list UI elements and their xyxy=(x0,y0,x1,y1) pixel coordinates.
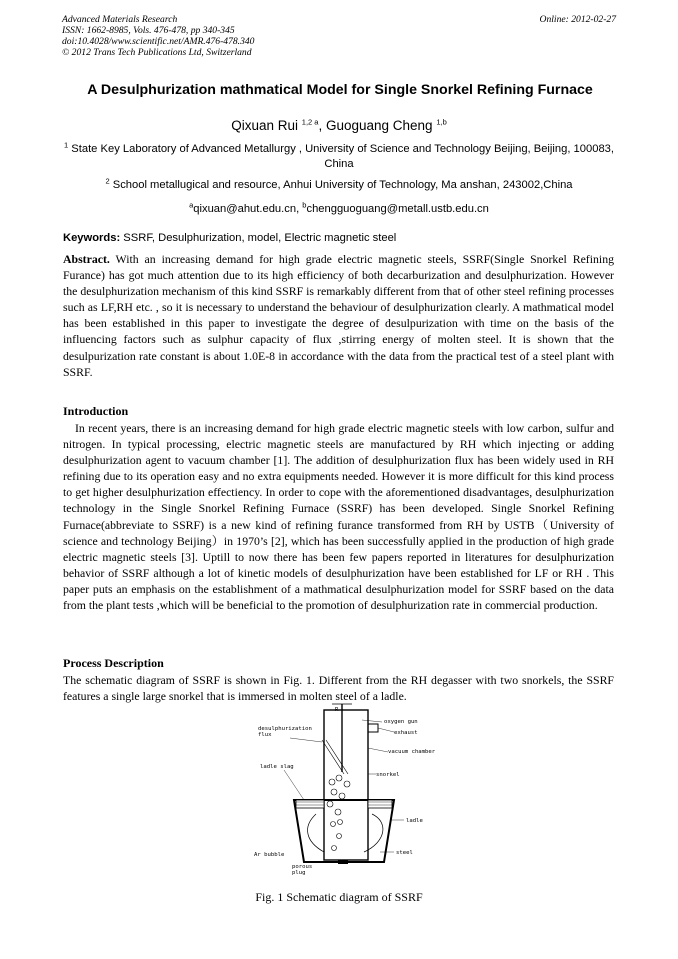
fig-label-steel: steel xyxy=(396,850,413,856)
abstract xyxy=(63,251,614,380)
author-1: Qixuan Rui xyxy=(231,118,302,133)
author-separator: , Guoguang Cheng xyxy=(318,118,437,133)
keywords-text: SSRF, Desulphurization, model, Electric magnetic steel xyxy=(120,232,397,244)
journal-name: Advanced Materials Research xyxy=(62,14,178,25)
leader-line xyxy=(378,728,394,732)
fig-label-oxygen-gun: oxygen gun xyxy=(384,719,418,725)
author-line xyxy=(62,118,616,133)
process-paragraph: The schematic diagram of SSRF is shown in Fig. 1. Different from the RH degasser with two snorkels, the SSRF features a single large snorkel that is immersed in molten steel of a ladle. xyxy=(63,673,614,704)
ladle-vessel xyxy=(294,800,394,862)
affiliation-2-text: School metallugical and resource, Anhui University of Technology, Ma anshan, 243002,China xyxy=(109,179,573,191)
leader-line xyxy=(290,738,322,742)
affiliation-1-num: 1 xyxy=(64,140,69,150)
process-heading: Process Description xyxy=(63,656,164,670)
abstract-text: With an increasing demand for high grade electric magnetic steels, SSRF(Single Snorkel Refining Furance) has got much attention due to its high efficiency of both decarburization and desulphurization. However the desulphurization mechanism of this kind SSRF is remarkably different from that of other steel refining processes such as LF,RH etc. , so it is necessary to understand the behaviour of desulphurization clearly. A mathmatical model has been established in this paper to investigate the degree of desulpurization with time on the basis of the influencing factors such as sulphur capacity of flux ,stirring energy of molten steel. It is shown that the desulpurization rate constant is about 1.0E-8 in accordance with the data from the practical test of a steel plant with SSRF. xyxy=(63,252,614,379)
ladle-slag-left xyxy=(296,800,324,808)
email-line xyxy=(62,202,616,217)
leader-line xyxy=(284,770,304,800)
leader-line xyxy=(368,748,388,752)
email-a[interactable]: qixuan@ahut.edu.cn, xyxy=(193,203,303,215)
abstract-label: Abstract. xyxy=(63,252,110,266)
fig-label-desulph-flux-2: flux xyxy=(258,732,272,738)
ladle-slag-right xyxy=(368,800,392,808)
fig-label-ar-bubble: Ar bubble xyxy=(254,852,285,858)
running-header xyxy=(62,14,616,58)
affiliation-1 xyxy=(62,142,616,172)
copyright-line: © 2012 Trans Tech Publications Ltd, Switzerland xyxy=(62,47,252,58)
fig-label-ladle-slag: ladle slag xyxy=(260,764,294,770)
fig-label-exhaust: exhaust xyxy=(394,730,418,736)
fig-label-snorkel: snorkel xyxy=(376,772,400,778)
leader-line xyxy=(362,720,382,722)
fig-label-r: R xyxy=(335,707,339,713)
affiliation-1-text: State Key Laboratory of Advanced Metallurgy , University of Science and Technology Beijing, Beijing, 100083, China xyxy=(68,143,614,170)
fig-label-desulph-flux-1: desulphurization xyxy=(258,726,312,732)
email-b-sup: b xyxy=(302,200,307,210)
author-2-sup: 1,b xyxy=(436,117,447,127)
doi-line: doi:10.4028/www.scientific.net/AMR.476-478.340 xyxy=(62,36,255,47)
flow-arrow xyxy=(364,814,383,852)
flux-stream-line xyxy=(326,740,348,774)
paper-title: A Desulphurization mathmatical Model for Single Snorkel Refining Furnace xyxy=(87,82,593,98)
intro-paragraph: In recent years, there is an increasing demand for high grade electric magnetic steels with low carbon, sulfur and nitrogen. In typical processing, electric magnetic steels are manufactured by RH which injecting or adding desulphurization agent to vacuum chamber [1]. The addition of desulphurization flux has been widely used in RH refining due to its operation easy and no extra equipments needed. However it is more difficult for this kind process to get higher desulphurization effectiency. In order to cope with the aforementioned disadvantages, desulphurization technology in the Single Snorkel Refining Furnace (SSRF) has been developed. Single Snorkel Refining Furnace(abbreviate to SSRF) is a new kind of refining furance transformed from RH by USTB（University of science and technology Beijing）in 1970’s [2], which has been successfully applied in the production of high grade electric magnetic steels [3]. Uptill to now there has been few papers reported in literatures for desulphurization behavior of SSRF although a lot of kinetic models of desulphurization have been established for LF or RH . This paper puts an emphasis on the establishment of a mathmatical desulphurization model for SSRF based on the data from the plant tests ,which will be beneficial to the promotion of desulphurization rate in commercial production. xyxy=(63,421,614,613)
bubble-cluster xyxy=(327,775,350,851)
exhaust-pipe xyxy=(368,724,378,732)
flux-stream-line xyxy=(322,740,344,774)
figure-caption: Fig. 1 Schematic diagram of SSRF xyxy=(255,890,423,904)
issn-line: ISSN: 1662-8985, Vols. 476-478, pp 340-345 xyxy=(62,25,235,36)
fig-label-ladle: ladle xyxy=(406,818,423,824)
fig-label-vacuum-chamber: vacuum chamber xyxy=(388,749,436,755)
keywords xyxy=(63,232,617,244)
fig-label-porous-2: plug xyxy=(292,870,306,876)
email-a-sup: a xyxy=(189,200,194,210)
fig-label-porous-1: porous xyxy=(292,864,313,870)
ssrf-schematic-figure xyxy=(244,702,444,882)
affiliation-2 xyxy=(62,178,616,193)
intro-heading: Introduction xyxy=(63,404,129,418)
flow-arrow xyxy=(308,814,324,852)
porous-plug xyxy=(338,860,348,864)
author-1-sup: 1,2 a xyxy=(301,117,319,127)
vacuum-chamber-outline xyxy=(324,710,368,860)
online-date: Online: 2012-02-27 xyxy=(539,14,616,25)
affiliation-2-num: 2 xyxy=(105,176,110,186)
keywords-label: Keywords: xyxy=(63,232,121,244)
email-b[interactable]: chengguoguang@metall.ustb.edu.cn xyxy=(306,203,489,215)
